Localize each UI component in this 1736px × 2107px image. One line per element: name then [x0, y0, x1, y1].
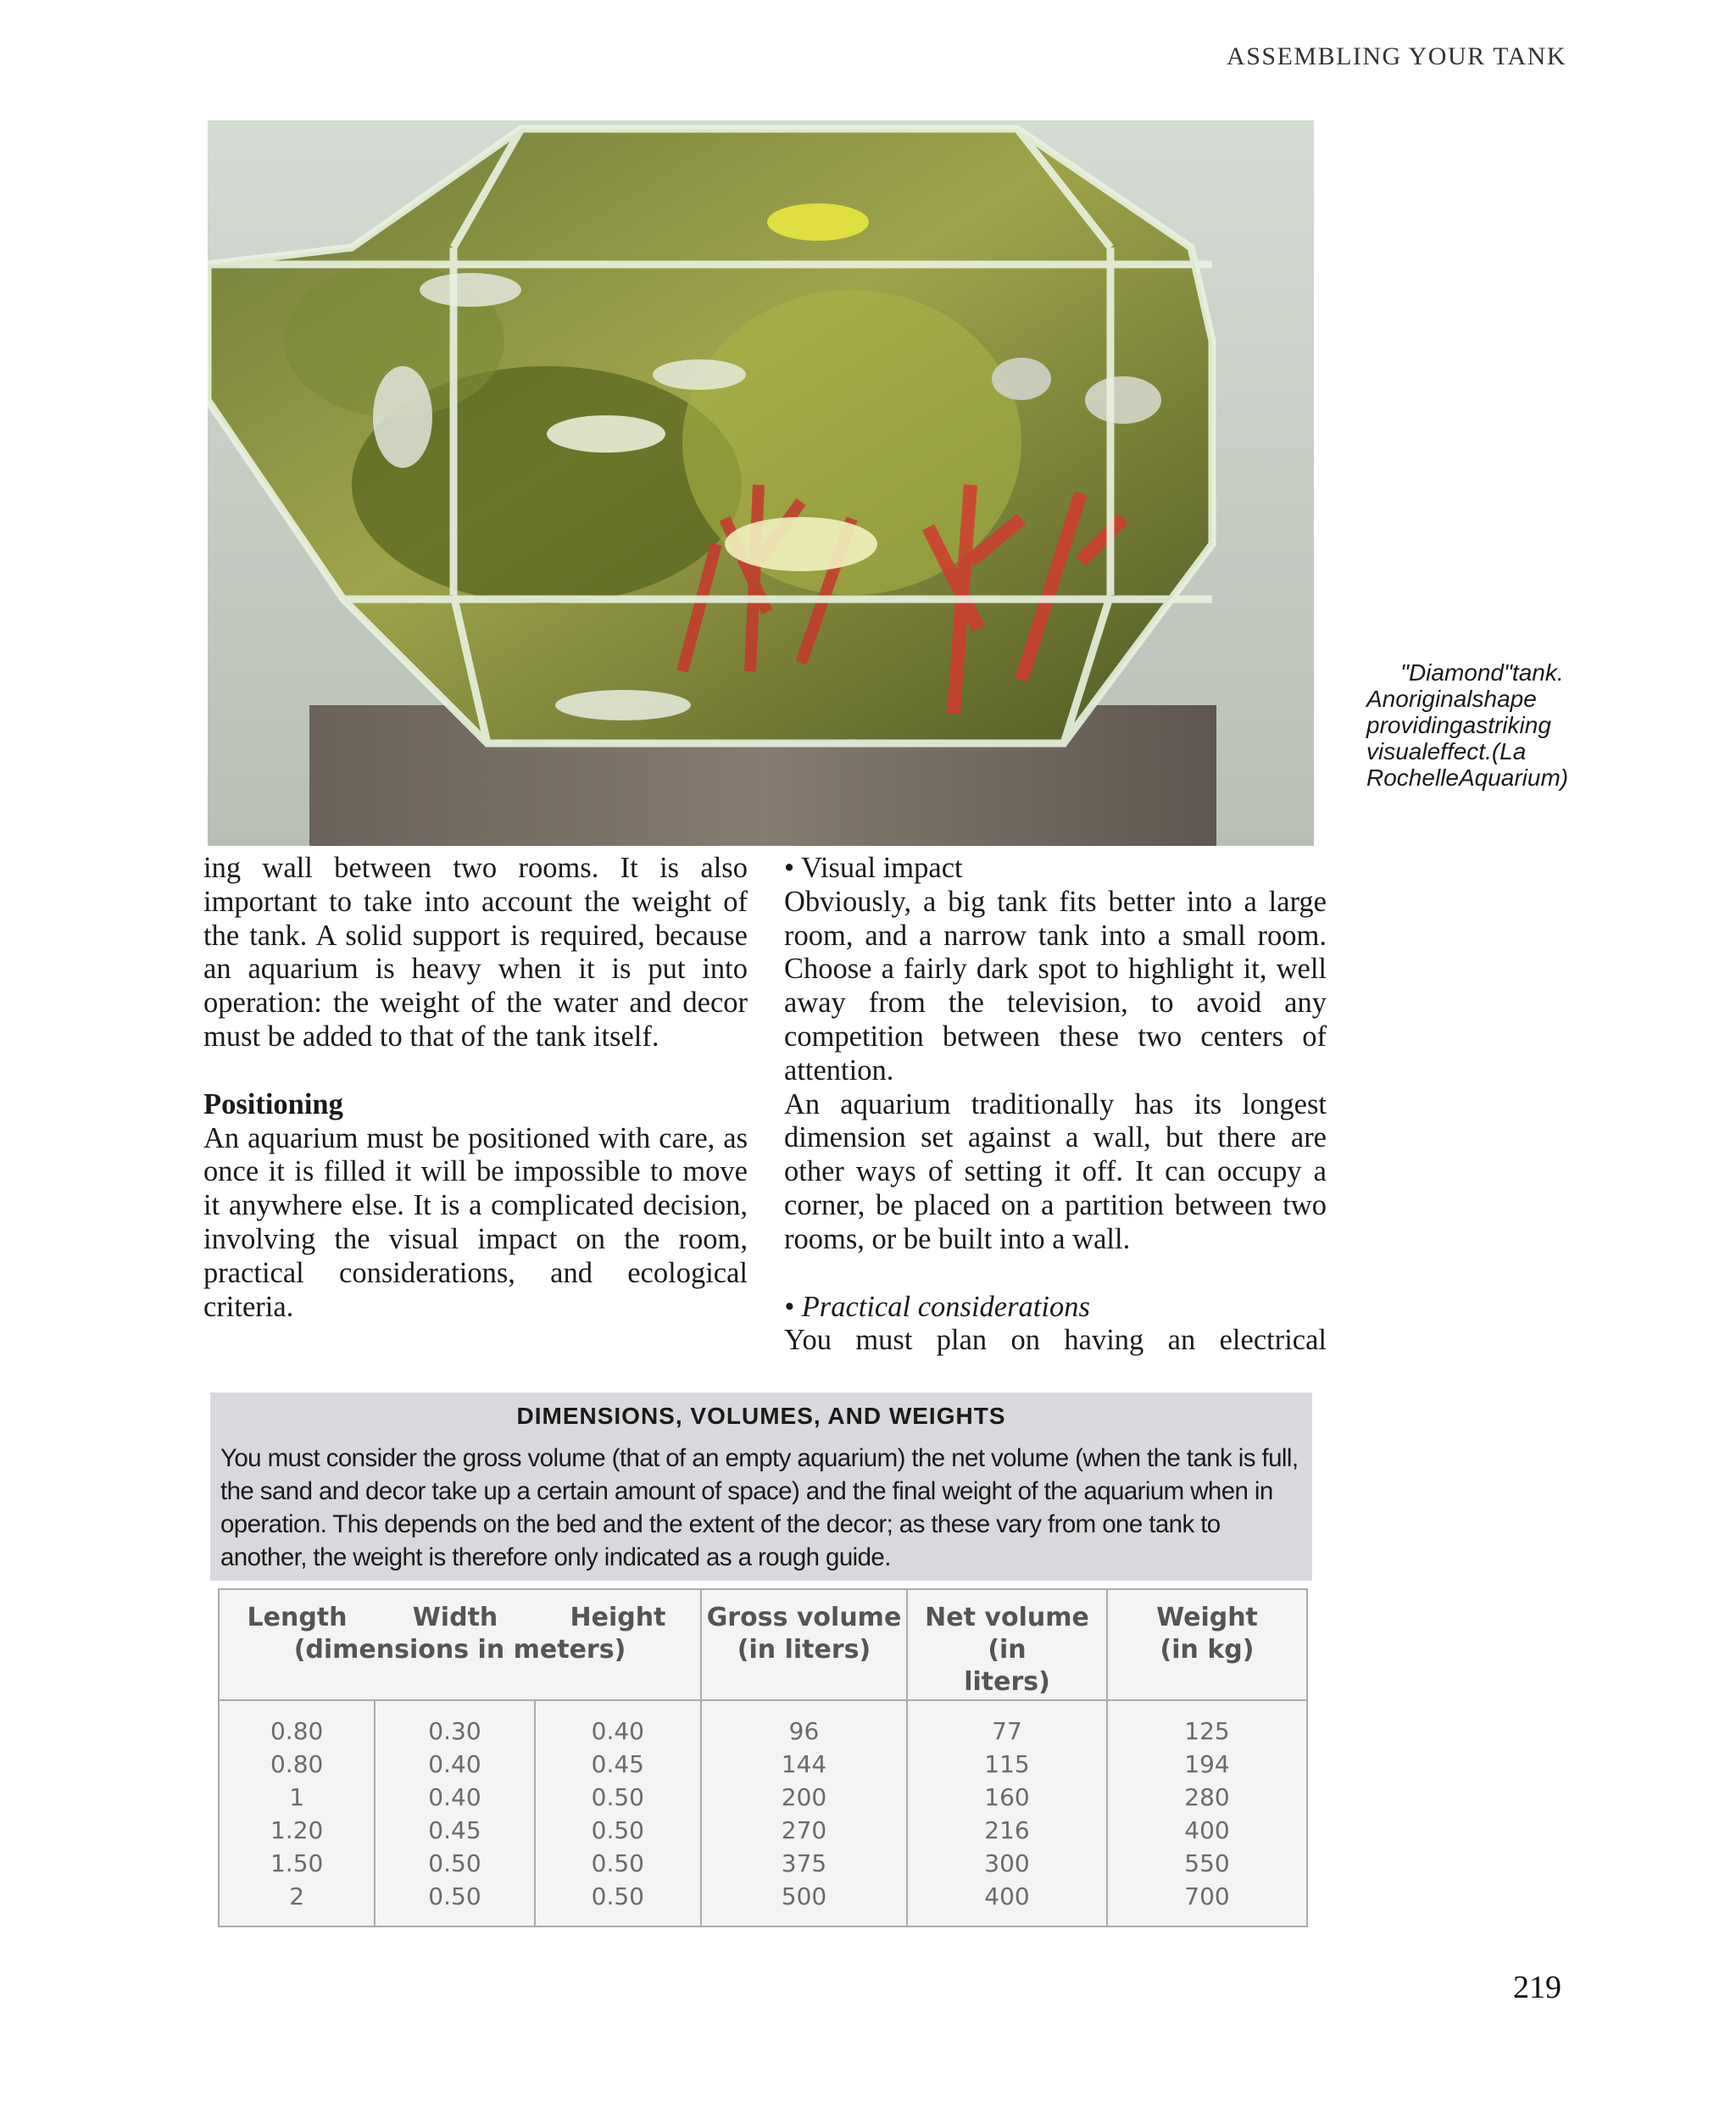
- caption-body: Anoriginalshape providingastriking visualeffect.(La RochelleAquarium): [1366, 686, 1569, 791]
- table-cell: 144: [781, 1750, 827, 1778]
- table-cell: 0.45: [591, 1750, 644, 1778]
- caption-title: "Diamond"tank.: [1400, 659, 1564, 686]
- table-cell: 160: [984, 1783, 1030, 1811]
- table-cell: 200: [781, 1783, 827, 1811]
- gross-volume-unit: (in liters): [737, 1635, 871, 1665]
- length-header: Length: [247, 1603, 348, 1632]
- table-cell: 270: [781, 1816, 827, 1844]
- table-cell: 77: [992, 1717, 1022, 1745]
- visual-impact-heading: • Visual impact: [784, 852, 963, 884]
- table-cell: 0.80: [270, 1717, 324, 1745]
- table-cell: 550: [1184, 1849, 1230, 1877]
- weight-unit: (in kg): [1160, 1635, 1255, 1665]
- table-cell: 216: [984, 1816, 1030, 1844]
- table-cell: 0.50: [428, 1882, 481, 1910]
- gross-volume-column: [701, 1700, 907, 1926]
- table-cell: 400: [984, 1882, 1030, 1910]
- net-volume-header: [907, 1590, 1107, 1700]
- table-cell: 0.40: [591, 1717, 644, 1745]
- gross-volume-header: [701, 1590, 907, 1700]
- table-cell: 115: [984, 1750, 1030, 1778]
- table-cell: 96: [788, 1717, 820, 1745]
- right-column: [784, 852, 1327, 1358]
- table-cell: 0.80: [270, 1750, 324, 1778]
- practical-considerations-heading: • Practical considerations: [784, 1290, 1090, 1323]
- table-cell: 125: [1184, 1717, 1230, 1745]
- table-cell: 0.50: [591, 1816, 644, 1844]
- table-cell: 300: [984, 1849, 1030, 1877]
- length-column: [220, 1700, 375, 1926]
- net-volume-label: Net volume (in: [925, 1603, 1089, 1665]
- table-cell: 194: [1184, 1750, 1230, 1778]
- aquarium-photo: [208, 120, 1314, 846]
- net-volume-column: [907, 1700, 1107, 1926]
- table-cell: 500: [781, 1882, 827, 1910]
- height-column: [535, 1700, 701, 1926]
- table-cell: 2: [289, 1882, 305, 1910]
- weight-header: [1107, 1590, 1306, 1700]
- figure-caption: [1366, 659, 1621, 791]
- positioning-heading: Positioning: [203, 1087, 343, 1120]
- sidebar-title: DIMENSIONS, VOLUMES, AND WEIGHTS: [516, 1403, 1006, 1429]
- width-column: [375, 1700, 534, 1926]
- weight-label: Weight: [1156, 1603, 1258, 1632]
- practical-considerations-paragraph: You must plan on having an electrical: [784, 1324, 1327, 1357]
- table-cell: 1.50: [270, 1849, 324, 1877]
- dimensions-table: [218, 1588, 1308, 1927]
- table-cell: 375: [781, 1849, 827, 1877]
- table-cell: 400: [1184, 1816, 1230, 1844]
- height-header: Height: [570, 1603, 666, 1632]
- left-column: [203, 852, 748, 1324]
- table-cell: 0.30: [428, 1717, 481, 1745]
- table-body-row: [220, 1700, 1306, 1926]
- table-cell: 0.50: [591, 1849, 644, 1877]
- visual-impact-paragraph-1: Obviously, a big tank fits better into a large room, and a narrow tank into a small room. Choose a fairly dark spot to highlight it, well away from the television, to avoid any competition between these two centers of attention.: [784, 885, 1327, 1087]
- sidebar-body: You must consider the gross volume (that of an empty aquarium) the net volume (when the tank is full, the sand and decor take up a certain amount of space) and the final weight of the aquarium when in operation. This depends on the bed and the extent of the decor; as these vary from one tank to another, the weight is therefore only indicated as a rough guide.: [220, 1444, 1299, 1571]
- table-cell: 0.45: [428, 1816, 481, 1844]
- page-number: 219: [1513, 1970, 1561, 2005]
- dimensions-sidebar: [210, 1393, 1312, 1581]
- table-cell: 0.40: [428, 1783, 481, 1811]
- table-cell: 700: [1184, 1882, 1230, 1910]
- width-header: Width: [412, 1603, 498, 1632]
- dimensions-unit-header: (dimensions in meters): [293, 1635, 626, 1665]
- table-cell: 1.20: [270, 1816, 324, 1844]
- table-cell: 280: [1184, 1783, 1230, 1811]
- visual-impact-paragraph-2: An aquarium traditionally has its longest dimension set against a wall, but there are other ways of setting it off. It can occupy a corner, be placed on a partition between two rooms, or be built into a wall.: [784, 1087, 1327, 1255]
- net-volume-unit: liters): [964, 1667, 1050, 1697]
- table-cell: 0.50: [591, 1783, 644, 1811]
- table-cell: 0.50: [428, 1849, 481, 1877]
- table-cell: 0.40: [428, 1750, 481, 1778]
- running-header: ASSEMBLING YOUR TANK: [1227, 42, 1566, 70]
- dimensions-header: [220, 1590, 701, 1700]
- table-cell: 1: [289, 1783, 305, 1811]
- continuation-paragraph: ing wall between two rooms. It is also important to take into account the weight of the tank. A solid support is required, because an aquarium is heavy when it is put into operation: the weight of the water and decor must be added to that of the tank itself.: [203, 852, 748, 1053]
- gross-volume-label: Gross volume: [706, 1603, 902, 1632]
- weight-column: [1107, 1700, 1306, 1926]
- table-cell: 0.50: [591, 1882, 644, 1910]
- positioning-paragraph: An aquarium must be positioned with care, as once it is filled it will be impossible to move it anywhere else. It is a complicated decision, involving the visual impact on the room, practical considerations, and ecological criteria.: [203, 1121, 748, 1323]
